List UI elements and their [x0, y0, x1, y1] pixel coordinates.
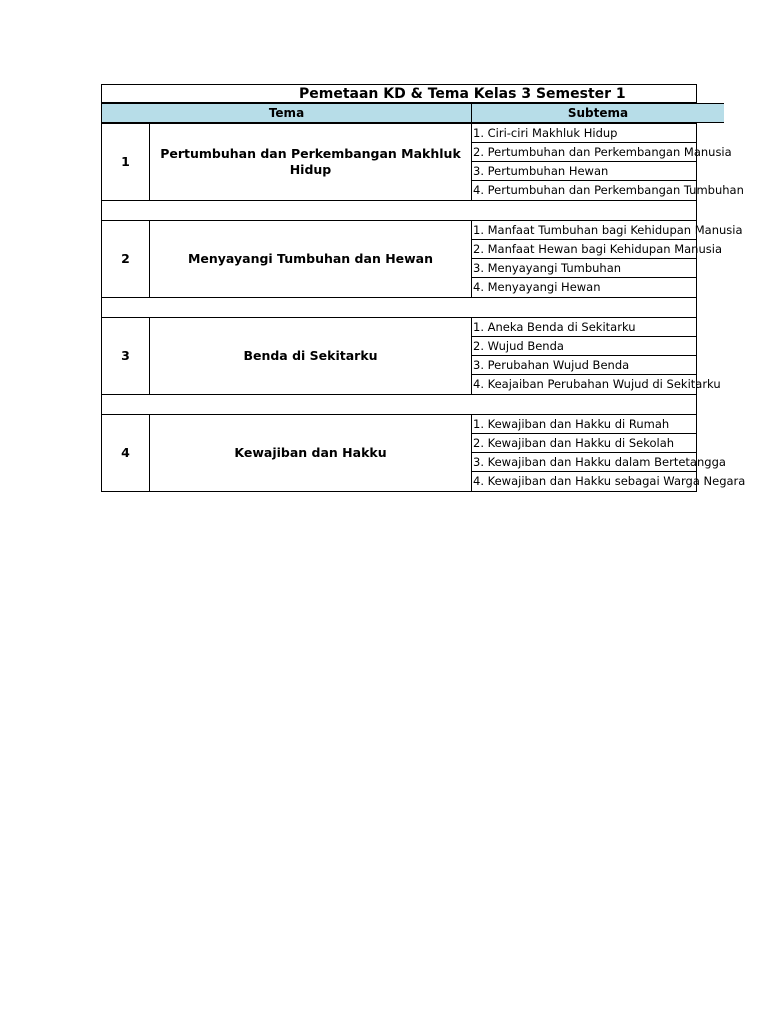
theme-number: 1	[101, 123, 150, 201]
subtheme-item: 4. Pertumbuhan dan Perkembangan Tumbuhan	[471, 180, 697, 201]
subtheme-item: 2. Manfaat Hewan bagi Kehidupan Manusia	[471, 239, 697, 259]
spacer-row	[101, 297, 697, 317]
theme-number: 2	[101, 220, 150, 298]
subtheme-item: 3. Perubahan Wujud Benda	[471, 355, 697, 375]
subtheme-item: 3. Kewajiban dan Hakku dalam Bertetangga	[471, 452, 697, 472]
subtheme-item: 1. Manfaat Tumbuhan bagi Kehidupan Manusia	[471, 220, 697, 240]
theme-group-4	[101, 414, 746, 492]
theme-number: 4	[101, 414, 150, 492]
header-subtema: Subtema	[471, 103, 724, 123]
subtheme-item: 2. Pertumbuhan dan Perkembangan Manusia	[471, 142, 697, 162]
theme-group-1	[101, 123, 744, 201]
subtheme-item: 2. Kewajiban dan Hakku di Sekolah	[471, 433, 697, 453]
theme-name: Menyayangi Tumbuhan dan Hewan	[149, 220, 472, 298]
spacer-row	[101, 200, 697, 220]
theme-number: 3	[101, 317, 150, 395]
spacer-row	[101, 394, 697, 414]
theme-name: Benda di Sekitarku	[149, 317, 472, 395]
subtheme-item: 1. Kewajiban dan Hakku di Rumah	[471, 414, 697, 434]
subtheme-item: 2. Wujud Benda	[471, 336, 697, 356]
subtheme-item: 3. Menyayangi Tumbuhan	[471, 258, 697, 278]
header-row	[101, 103, 724, 123]
table-title: Pemetaan KD & Tema Kelas 3 Semester 1	[101, 84, 697, 103]
subtheme-item: 1. Ciri-ciri Makhluk Hidup	[471, 123, 697, 143]
subtheme-item: 4. Menyayangi Hewan	[471, 277, 697, 298]
subtheme-item: 4. Kewajiban dan Hakku sebagai Warga Negara	[471, 471, 697, 492]
header-tema: Tema	[101, 103, 472, 123]
subtheme-item: 3. Pertumbuhan Hewan	[471, 161, 697, 181]
subtheme-item: 4. Keajaiban Perubahan Wujud di Sekitarku	[471, 374, 697, 395]
theme-group-3	[101, 317, 724, 395]
theme-name: Kewajiban dan Hakku	[149, 414, 472, 492]
theme-name: Pertumbuhan dan Perkembangan Makhluk Hidup	[149, 123, 472, 201]
subtheme-item: 1. Aneka Benda di Sekitarku	[471, 317, 697, 337]
theme-group-2	[101, 220, 743, 298]
